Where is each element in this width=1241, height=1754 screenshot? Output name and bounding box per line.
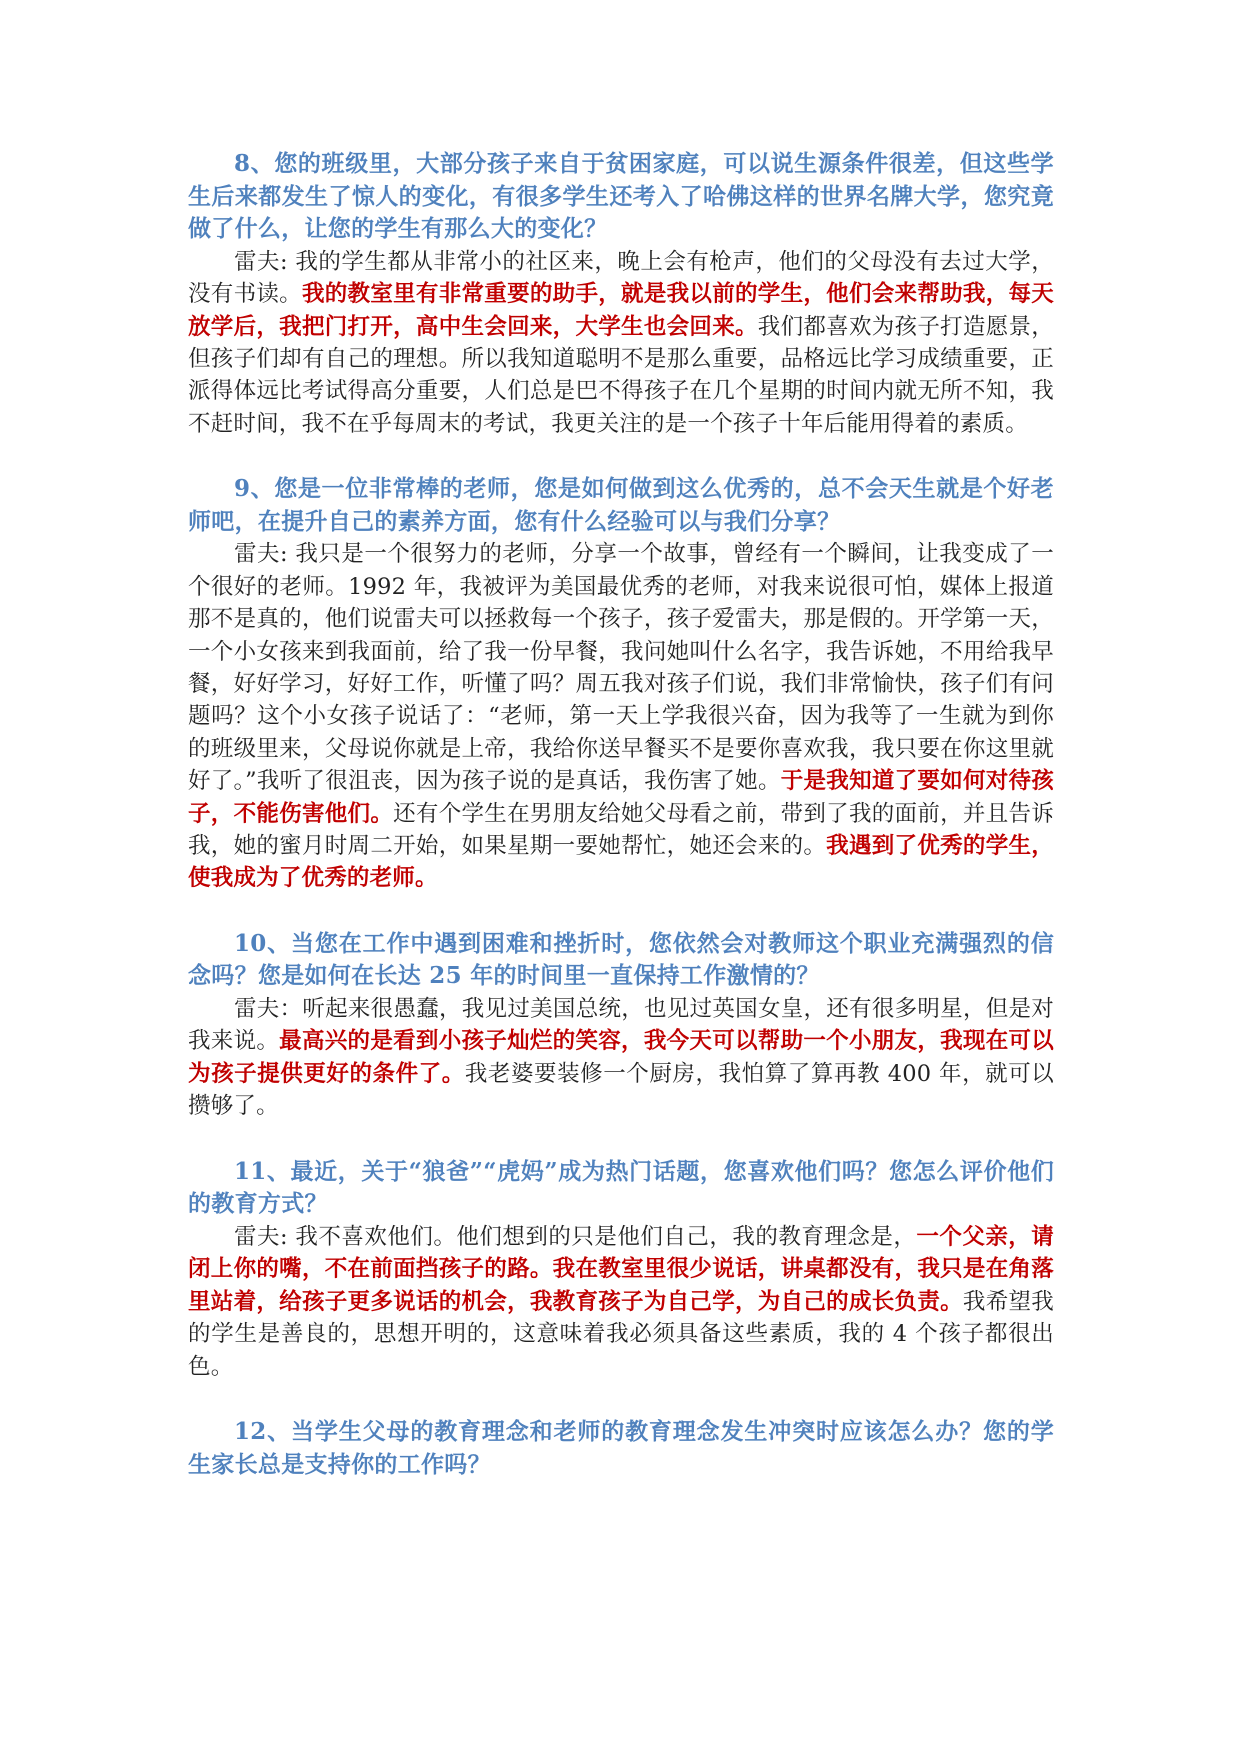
qa-section-12	[188, 1416, 1054, 1481]
answer-paragraph	[188, 993, 1054, 1123]
question-heading: 10、当您在工作中遇到困难和挫折时，您依然会对教师这个职业充满强烈的信念吗？您是如何在长达 25 年的时间里一直保持工作激情的？	[188, 929, 1054, 990]
question-heading: 8、您的班级里，大部分孩子来自于贫困家庭，可以说生源条件很差，但这些学生后来都发生了惊人的变化，有很多学生还考入了哈佛这样的世界名牌大学，您究竟做了什么，让您的学生有那么大的变化？	[188, 150, 1054, 243]
question-heading: 12、当学生父母的教育理念和老师的教育理念发生冲突时应该怎么办？您的学生家长总是支持你的工作吗？	[188, 1417, 1054, 1478]
document-page	[188, 148, 1054, 1514]
qa-section-9	[188, 473, 1054, 895]
answer-text: 还有个学生在男朋友给她父母看之前，带到了我的面前，并且告诉我，她的蜜月时周二开始，如果星期一要她帮忙，她还会来的。	[188, 800, 1054, 860]
answer-highlight: 于是我知道了要如何对待孩子，不能伤害他们。	[188, 768, 1055, 827]
question-heading: 9、您是一位非常棒的老师，您是如何做到这么优秀的，总不会天生就是个好老师吧，在提升自己的素养方面，您有什么经验可以与我们分享？	[188, 475, 1054, 535]
answer-text: 雷夫：听起来很愚蠢，我见过美国总统，也见过英国女皇，还有很多明星，但是对我来说。	[188, 996, 1054, 1055]
answer-paragraph	[188, 1221, 1054, 1383]
answer-text: 我老婆要装修一个厨房，我怕算了算再教 400 年，就可以攒够了。	[188, 1060, 1054, 1120]
answer-paragraph	[188, 538, 1054, 894]
answer-highlight: 一个父亲，请闭上你的嘴，不在前面挡孩子的路。我在教室里很少说话，讲桌都没有，我只是在角落里站着，给孩子更多说话的机会，我教育孩子为自己学，为自己的成长负责。	[188, 1223, 1055, 1315]
answer-text: 雷夫: 我不喜欢他们。他们想到的只是他们自己，我的教育理念是，	[234, 1223, 917, 1250]
answer-text: 我希望我的学生是善良的，思想开明的，这意味着我必须具备这些素质，我的 4 个孩子都很出色。	[188, 1288, 1054, 1380]
answer-text: 我们都喜欢为孩子打造愿景，但孩子们却有自己的理想。所以我知道聪明不是那么重要，品格远比学习成绩重要，正派得体远比考试得高分重要，人们总是巴不得孩子在几个星期的时间内就无所不知，我不赶时间，我不在乎每周末的考试，我更关注的是一个孩子十年后能用得着的素质。	[188, 313, 1054, 437]
answer-highlight: 我遇到了优秀的学生，使我成为了优秀的老师。	[188, 833, 1054, 892]
answer-text: 雷夫: 我只是一个很努力的老师，分享一个故事，曾经有一个瞬间，让我变成了一个很好的老师。1992 年，我被评为美国最优秀的老师，对我来说很可怕，媒体上报道那不是真的，他们说雷夫可以拯救每一个孩子，孩子爱雷夫，那是假的。开学第一天，一个小女孩来到我面前，给了我一份早餐，我问她叫什么名字，我告诉她，不用给我早餐，好好学习，好好工作，听懂了吗？周五我对孩子们说，我们非常愉快，孩子们有问题吗？这个小女孩子说话了：“老师，第一天上学我很兴奋，因为我等了一生就为到你的班级里来，父母说你就是上帝，我给你送早餐买不是要你喜欢我，我只要在你这里就好了。”我听了很沮丧，因为孩子说的是真话，我伤害了她。	[188, 541, 1054, 795]
qa-section-10	[188, 928, 1054, 1123]
answer-highlight: 我的教室里有非常重要的助手，就是我以前的学生，他们会来帮助我，每天放学后，我把门打开，高中生会回来，大学生也会回来。	[188, 281, 1054, 340]
answer-paragraph	[188, 246, 1054, 440]
qa-section-8	[188, 148, 1054, 440]
answer-text: 雷夫: 我的学生都从非常小的社区来，晚上会有枪声，他们的父母没有去过大学，没有书读。	[188, 248, 1054, 308]
answer-highlight: 最高兴的是看到小孩子灿烂的笑容，我今天可以帮助一个小朋友，我现在可以为孩子提供更好的条件了。	[188, 1028, 1054, 1087]
qa-section-11	[188, 1156, 1054, 1383]
question-heading: 11、最近，关于“狼爸”“虎妈”成为热门话题，您喜欢他们吗？您怎么评价他们的教育方式？	[188, 1157, 1054, 1218]
